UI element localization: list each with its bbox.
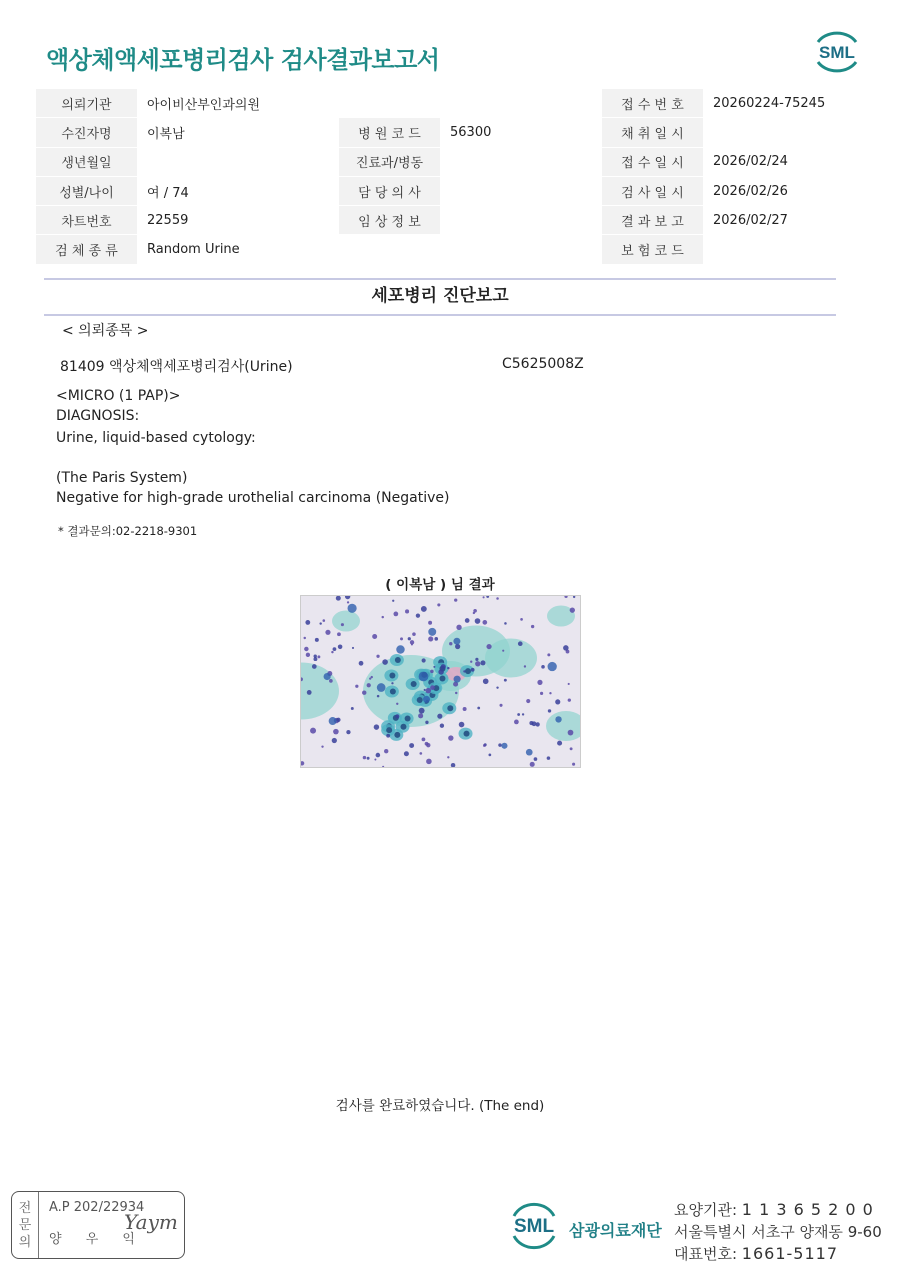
info-value <box>440 147 602 176</box>
cytology-image <box>300 595 581 768</box>
footer-code: 요양기관: 1 1 3 6 5 2 0 0 <box>674 1200 874 1219</box>
request-label: < 의뢰종목 > <box>62 323 149 339</box>
stamp-side-char: 문 <box>18 1217 32 1233</box>
info-value <box>440 176 602 205</box>
diagnosis-system: (The Paris System) <box>56 470 188 486</box>
stamp-name: 양 우 익 <box>49 1232 145 1247</box>
info-label: 의뢰기관 <box>36 89 137 118</box>
stamp-side-char: 의 <box>18 1234 32 1250</box>
footer-logo-text: SML <box>513 1216 555 1237</box>
section-title: 세포병리 진단보고 <box>44 278 836 316</box>
image-caption: ( 이복남 ) 님 결과 <box>385 577 495 593</box>
info-label: 수진자명 <box>36 118 137 147</box>
patient-info-table <box>36 88 864 265</box>
info-value: 여 / 74 <box>137 176 339 205</box>
footer-phone: 대표번호: 1661-5117 <box>674 1244 839 1263</box>
info-label: 결 과 보 고 <box>602 206 703 235</box>
report-title: 액상체액세포병리검사 검사결과보고서 <box>46 46 440 74</box>
info-row <box>36 118 864 147</box>
info-row <box>36 206 864 235</box>
info-label: 검 사 일 시 <box>602 176 703 205</box>
info-label: 차트번호 <box>36 206 137 235</box>
info-label: 보 험 코 드 <box>602 235 703 264</box>
info-label: 병 원 코 드 <box>339 118 440 147</box>
info-label: 임 상 정 보 <box>339 206 440 235</box>
diagnosis-result: Negative for high-grade urothelial carcinoma (Negative) <box>56 490 450 506</box>
diagnosis-label: DIAGNOSIS: <box>56 408 140 424</box>
info-value: 2026/02/27 <box>703 206 864 235</box>
diagnosis-specimen: Urine, liquid-based cytology: <box>56 430 256 446</box>
info-value <box>137 147 339 176</box>
info-value: 2026/02/26 <box>703 176 864 205</box>
info-label: 진료과/병동 <box>339 147 440 176</box>
info-value <box>440 206 602 235</box>
info-value: Random Urine <box>137 235 602 264</box>
pathologist-stamp <box>11 1191 185 1259</box>
logo-text: SML <box>819 43 855 62</box>
info-value <box>703 235 864 264</box>
info-label: 성별/나이 <box>36 176 137 205</box>
info-label: 담 당 의 사 <box>339 176 440 205</box>
info-value: 이복남 <box>137 118 339 147</box>
info-row <box>36 147 864 176</box>
test-id: C5625008Z <box>502 356 584 372</box>
info-row <box>36 89 864 118</box>
stamp-side-char: 전 <box>18 1200 32 1216</box>
contact-info: * 결과문의:02-2218-9301 <box>58 524 198 538</box>
stamp-ap-number: A.P 202/22934 <box>49 1200 145 1215</box>
info-value: 20260224-75245 <box>703 89 864 118</box>
info-row <box>36 235 864 264</box>
micro-label: <MICRO (1 PAP)> <box>56 388 181 404</box>
info-value: 22559 <box>137 206 339 235</box>
test-code: 81409 액상체액세포병리검사(Urine) <box>60 359 293 375</box>
signature: Yaym <box>124 1210 178 1234</box>
info-label: 접 수 일 시 <box>602 147 703 176</box>
info-label: 검 체 종 류 <box>36 235 137 264</box>
stamp-side-label <box>12 1192 39 1258</box>
info-label: 채 취 일 시 <box>602 118 703 147</box>
footer-org-name: 삼광의료재단 <box>569 1221 662 1240</box>
footer-sml-logo-icon <box>506 1198 562 1254</box>
info-value: 아이비산부인과의원 <box>137 89 602 118</box>
info-label: 생년월일 <box>36 147 137 176</box>
info-label: 접 수 번 호 <box>602 89 703 118</box>
info-value: 2026/02/24 <box>703 147 864 176</box>
info-value <box>703 118 864 147</box>
info-row <box>36 176 864 205</box>
sml-logo-icon <box>810 28 864 76</box>
info-value: 56300 <box>440 118 602 147</box>
footer-address: 서울특별시 서초구 양재동 9-60 <box>674 1223 882 1241</box>
end-text: 검사를 완료하였습니다. (The end) <box>335 1098 545 1114</box>
